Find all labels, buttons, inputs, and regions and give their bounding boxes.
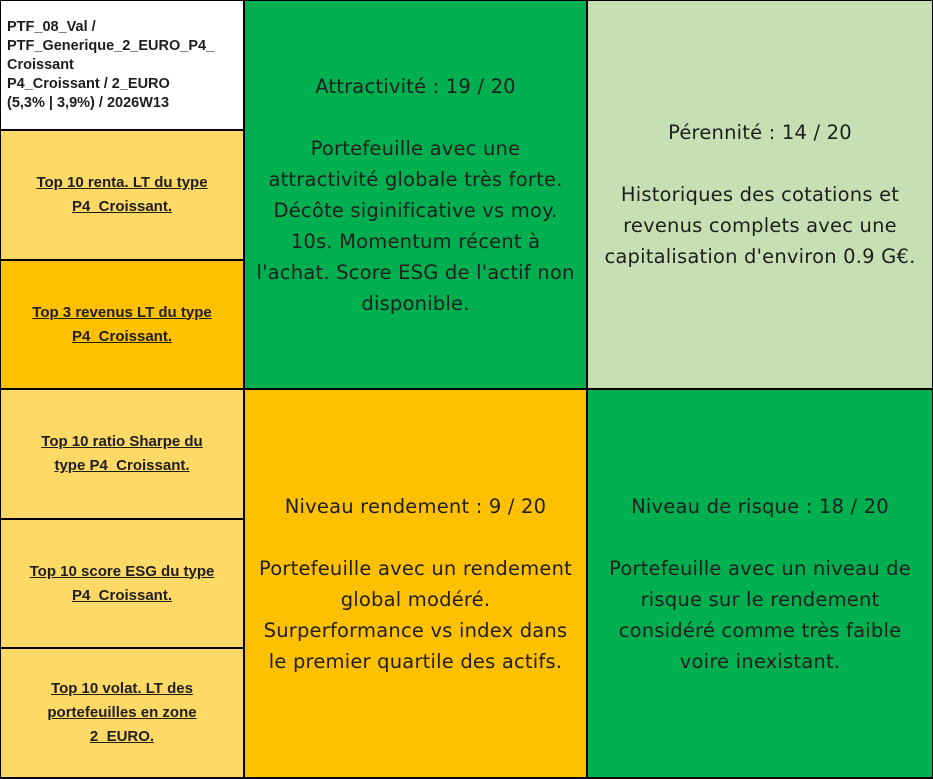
link-top10-volat[interactable] bbox=[1, 649, 243, 777]
perennite-panel bbox=[588, 1, 932, 388]
rendement-line: Portefeuille avec un rendement bbox=[259, 556, 572, 580]
attractivite-line: 10s. Momentum récent à bbox=[290, 229, 541, 253]
link-text: P4_Croissant. bbox=[71, 586, 173, 604]
link-text: Top 10 score ESG du type bbox=[29, 562, 215, 580]
attractivite-line: attractivité globale très forte. bbox=[268, 167, 563, 191]
perennite-line: capitalisation d'environ 0.9 G€. bbox=[604, 245, 916, 268]
link-text: type P4_Croissant. bbox=[54, 457, 190, 474]
rendement-line: Surperformance vs index dans bbox=[263, 618, 568, 642]
header-line: PTF_Generique_2_EURO_P4_ bbox=[7, 37, 215, 54]
risque-line: voire inexistant. bbox=[679, 649, 841, 673]
risque-title: Niveau de risque : 18 / 20 bbox=[631, 494, 889, 518]
attractivite-line: Décôte siginificative vs moy. bbox=[273, 198, 558, 222]
attractivite-panel bbox=[245, 1, 586, 388]
perennite-title: Pérennité : 14 / 20 bbox=[668, 121, 852, 144]
link-text: P4_Croissant. bbox=[71, 327, 173, 345]
header-line: P4_Croissant / 2_EURO bbox=[7, 75, 170, 92]
perennite-line: Historiques des cotations et bbox=[620, 183, 900, 206]
attractivite-line: Portefeuille avec une bbox=[310, 136, 521, 160]
risque-line: risque sur le rendement bbox=[640, 587, 880, 611]
attractivite-title: Attractivité : 19 / 20 bbox=[315, 74, 516, 98]
risque-line: considéré comme très faible bbox=[618, 618, 902, 642]
rendement-line: le premier quartile des actifs. bbox=[268, 649, 563, 673]
header-line: Croissant bbox=[7, 56, 74, 73]
link-top10-sharpe[interactable] bbox=[1, 390, 243, 518]
link-text: portefeuilles en zone bbox=[47, 704, 197, 721]
link-text: Top 10 volat. LT des bbox=[51, 680, 193, 697]
link-text: Top 3 revenus LT du type bbox=[32, 303, 212, 321]
header-line: PTF_08_Val / bbox=[7, 18, 96, 35]
rendement-title: Niveau rendement : 9 / 20 bbox=[284, 494, 547, 518]
link-top3-revenus[interactable] bbox=[1, 261, 243, 388]
link-text: Top 10 ratio Sharpe du bbox=[41, 433, 203, 450]
link-text: Top 10 renta. LT du type bbox=[36, 174, 208, 191]
link-top10-renta[interactable] bbox=[1, 131, 243, 259]
link-text: 2_EURO. bbox=[89, 728, 155, 745]
link-text: P4_Croissant. bbox=[71, 198, 173, 215]
perennite-line: revenus complets avec une bbox=[623, 214, 897, 237]
rendement-panel bbox=[245, 390, 586, 777]
attractivite-line: l'achat. Score ESG de l'actif non bbox=[256, 260, 575, 284]
portfolio-header bbox=[1, 1, 243, 129]
link-top10-esg[interactable] bbox=[1, 520, 243, 647]
risque-panel bbox=[588, 390, 932, 777]
header-line: (5,3% | 3,9%) / 2026W13 bbox=[7, 94, 170, 111]
attractivite-line: disponible. bbox=[361, 291, 470, 315]
risque-line: Portefeuille avec un niveau de bbox=[609, 556, 911, 580]
rendement-line: global modéré. bbox=[340, 587, 491, 611]
